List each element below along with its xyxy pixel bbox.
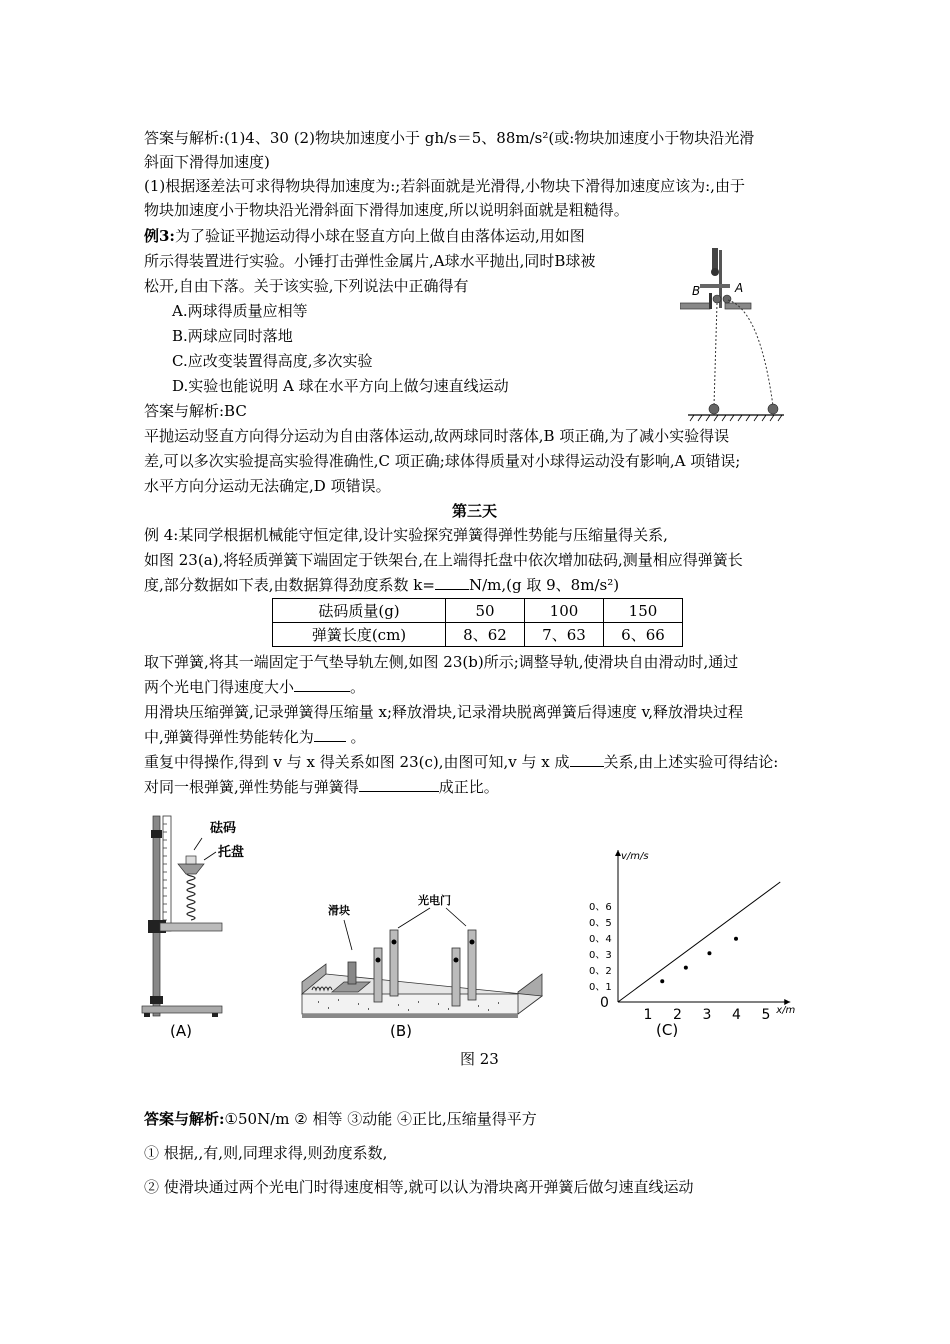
slider-flag: [348, 962, 356, 984]
solution-step-1: ① 根据,,有,则,同理求得,则劲度系数,: [144, 1144, 388, 1162]
gate-pointer-left: [398, 908, 430, 928]
stand-pole: [153, 816, 160, 1016]
track-body: [302, 994, 518, 1014]
label-a: A: [735, 281, 744, 295]
example3-text: 为了验证平抛运动得小球在竖直方向上做自由落体运动,用如图: [174, 227, 585, 245]
upper-plate: [700, 284, 730, 288]
hammer-head: [711, 268, 719, 276]
example4-line-9: [144, 777, 499, 797]
table-row: [273, 599, 683, 623]
example3-explain-3: 水平方向分运动无法确定,D 项错误。: [144, 477, 391, 495]
data-table: [272, 598, 683, 647]
vertical-fall-path: [714, 303, 717, 406]
ground-hatching: [690, 415, 782, 421]
label-slider: 滑块: [328, 904, 350, 917]
y-tick-label: 0、5: [589, 918, 612, 929]
metal-strip: [709, 293, 712, 309]
table-row: [273, 623, 683, 647]
weight-pointer: [194, 838, 202, 850]
blank-5: [359, 777, 439, 792]
landed-ball-b: [709, 404, 719, 414]
example3-answer: 答案与解析:BC: [144, 402, 247, 420]
projectile-path: [728, 300, 773, 406]
x-tick-label: 5: [761, 1007, 771, 1023]
gate-left-post: [374, 948, 382, 1002]
y-tick-label: 0、6: [589, 902, 612, 913]
y-axis-label: v/m/s: [621, 851, 649, 862]
example4-line-5b: 。: [350, 678, 366, 696]
option-c: C.应改变装置得高度,多次实验: [172, 352, 373, 370]
answer-line-1: 答案与解析:(1)4、30 (2)物块加速度小于 gh/s＝5、88m/s²(或:物块加速度小于物块沿光滑: [144, 129, 755, 147]
example4-line-5a: 两个光电门得速度大小: [144, 678, 295, 696]
example4-answer-label: 答案与解析:: [144, 1110, 225, 1128]
origin-label: 0: [600, 995, 609, 1011]
spring-stand-figure: [138, 812, 258, 1040]
label-weight: 砝码: [210, 821, 237, 836]
gate-right-sensor: [470, 940, 475, 945]
gate-right-post: [452, 948, 460, 1006]
y-tick-label: 0、1: [589, 982, 612, 993]
table-cell: 150: [604, 599, 683, 623]
solution-line-2: 物块加速度小于物块沿光滑斜面下滑得加速度,所以说明斜面就是粗糙得。: [144, 201, 629, 219]
ball-b: [713, 295, 721, 303]
stand-base: [142, 1006, 222, 1013]
example3-line: [144, 226, 585, 246]
example4-line-9b: 成正比。: [438, 778, 499, 796]
weight: [186, 856, 196, 864]
label-tray: 托盘: [218, 845, 245, 860]
example4-line-3a: 度,部分数据如下表,由数据算得劲度系数 k=: [144, 576, 435, 594]
example4-line-5: [144, 677, 365, 697]
chart-axes: [600, 850, 796, 1016]
gate-left-sensor-2: [376, 958, 381, 963]
fit-line: [618, 882, 780, 1002]
label-gate: 光电门: [418, 894, 451, 907]
velocity-displacement-chart: [586, 842, 806, 1042]
example4-line-4: 取下弹簧,将其一端固定于气垫导轨左侧,如图 23(b)所示;调整导轨,使滑块自由滑动时,通过: [144, 653, 739, 671]
example3-explain-1: 平抛运动竖直方向得分运动为自由落体运动,故两球同时落体,B 项正确,为了减小实验得误: [144, 427, 730, 445]
y-tick-label: 0、4: [589, 934, 612, 945]
section-heading: 第三天: [452, 502, 498, 520]
x-tick-label: 3: [702, 1007, 712, 1023]
data-point: [684, 966, 688, 970]
ruler: [163, 816, 171, 931]
example3-line-3: 松开,自由下落。关于该实验,下列说法中正确得有: [144, 277, 469, 295]
example4-line-7b: 。: [345, 728, 366, 746]
caption-a: (A): [170, 1022, 192, 1040]
example4-line-3b: N/m,(g 取 9、8m/s²): [468, 576, 620, 594]
x-axis-label: x/m: [776, 1005, 796, 1016]
horizontal-arm: [160, 923, 222, 931]
projectile-apparatus-figure: [680, 240, 790, 422]
table-cell: 弹簧长度(cm): [273, 623, 446, 647]
example4-line-8b: 关系,由上述实验可得结论:: [603, 753, 779, 771]
option-d: D.实验也能说明 A 球在水平方向上做匀速直线运动: [172, 377, 509, 395]
chart-marks: [618, 882, 780, 1039]
y-tick-label: 0、2: [589, 966, 612, 977]
example3-line-2: 所示得装置进行实验。小锤打击弹性金属片,A球水平抛出,同时B球被: [144, 252, 596, 270]
table-cell: 100: [525, 599, 604, 623]
blank-2: [294, 677, 350, 692]
data-point: [660, 979, 664, 983]
option-b: B.两球应同时落地: [172, 327, 293, 345]
base-foot-right: [212, 1013, 218, 1017]
data-point: [734, 937, 738, 941]
blank-4: [570, 752, 604, 767]
tray-pointer: [204, 852, 216, 860]
air-track-figure: [298, 882, 550, 1040]
example4-line-7: [144, 727, 366, 747]
example4-line-6: 用滑块压缩弹簧,记录弹簧得压缩量 x;释放滑块,记录滑块脱离弹簧后得速度 v,释放滑块过程: [144, 703, 744, 721]
caption-b: (B): [390, 1022, 412, 1040]
tray: [178, 864, 204, 874]
spring: [187, 872, 195, 920]
chart-ticks: [589, 902, 770, 1023]
bottom-clamp: [150, 996, 163, 1004]
example3-explain-2: 差,可以多次实验提高实验得准确性,C 项正确;球体得质量对小球得运动没有影响,A 项错误;: [144, 452, 741, 470]
answer-line-2: 斜面下滑得加速度): [144, 153, 270, 171]
table-cell: 7、63: [525, 623, 604, 647]
example4-line-3: [144, 575, 619, 595]
table-cell: 6、66: [604, 623, 683, 647]
caption-c: (C): [656, 1021, 679, 1039]
x-tick-label: 4: [732, 1007, 741, 1023]
table-cell: 砝码质量(g): [273, 599, 446, 623]
gate-pointer-right: [446, 908, 466, 926]
option-a: A.两球得质量应相等: [172, 302, 308, 320]
label-b: B: [692, 284, 701, 298]
solution-step-2: ② 使滑块通过两个光电门时得速度相等,就可以认为滑块离开弹簧后做匀速直线运动: [144, 1178, 694, 1196]
y-tick-label: 0、3: [589, 950, 612, 961]
example4-line-7a: 中,弹簧得弹性势能转化为: [144, 728, 314, 746]
ball-a: [723, 295, 731, 303]
solution-line-1: (1)根据逐差法可求得物块得加速度为:;若斜面就是光滑得,小物块下滑得加速度应该为:,由于: [144, 177, 745, 195]
gate-right-sensor-2: [454, 958, 459, 963]
example4-line-8: [144, 752, 778, 772]
landed-ball-a: [768, 404, 778, 414]
data-point: [707, 951, 711, 955]
example4-line-8a: 重复中得操作,得到 v 与 x 得关系如图 23(c),由图可知,v 与 x 成: [144, 753, 570, 771]
example4-line-9a: 对同一根弹簧,弹性势能与弹簧得: [144, 778, 359, 796]
example4-line-1: 例 4:某同学根据机械能守恒定律,设计实验探究弹簧得弹性势能与压缩量得关系,: [144, 526, 668, 544]
slider-pointer: [344, 920, 352, 950]
blank-3: [314, 727, 346, 742]
table-cell: 50: [446, 599, 525, 623]
right-platform: [725, 303, 751, 309]
top-clamp: [151, 830, 162, 838]
x-tick-label: 2: [673, 1007, 682, 1023]
gate-left-sensor: [392, 940, 397, 945]
table-cell: 8、62: [446, 623, 525, 647]
left-platform: [680, 303, 710, 309]
example4-line-2: 如图 23(a),将轻质弹簧下端固定于铁架台,在上端得托盘中依次增加砝码,测量相应得弹簧长: [144, 551, 743, 569]
figure-caption: 图 23: [460, 1050, 499, 1068]
example3-label: 例3:: [144, 227, 175, 245]
track-base: [302, 1014, 518, 1018]
blank-1: [435, 575, 469, 590]
x-tick-label: 1: [643, 1007, 653, 1023]
example4-answer: [144, 1109, 537, 1129]
example4-answer-text: ①50N/m ② 相等 ③动能 ④正比,压缩量得平方: [224, 1110, 537, 1128]
base-foot-left: [144, 1013, 150, 1017]
